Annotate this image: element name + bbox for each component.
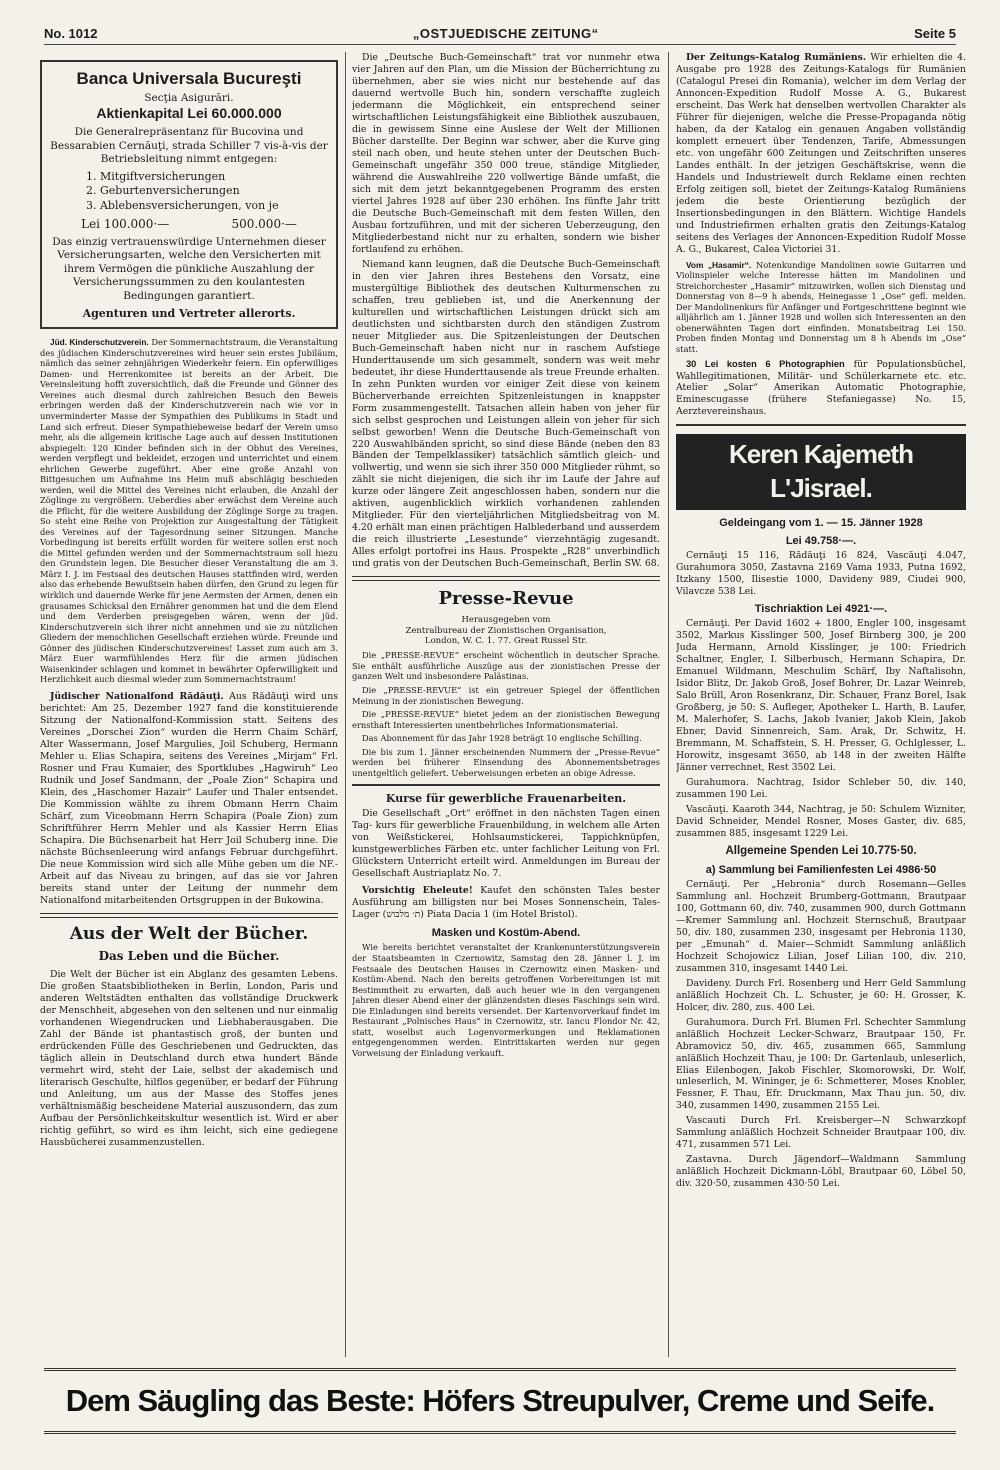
buecher-paragraph-1: Die Welt der Bücher ist ein Abglanz des gesamten Lebens. Die großen Staatsbibliotheken in Berlin, London, Paris und anderen Weltstädten enthalten das vollständige Druckwerk der Menschheit, abgesehen von den seltenen und nur einmalig vorhandenen Wiegendrucken und Liebhaberausgaben. Die Zahl der Bände ist phantastisch groß, der bunten und erdrückenden Fülle des Geschriebenen und Gedruckten, das täglich allein in Deutschland durch etwa hundert Bände vermehrt wird, steht der Laie, selbst der akademisch und literarisch Geschulte, hilflos gegenüber, er bedarf der Führung und Anleitung, um aus der Masse des Stoffes jenes verhältnismäßig bescheidene Material auszusondern, das zum Aufbau der Persönlichkeitskultur wesentlich ist. Wird er aber richtig geführt, so wird es ihm leicht, sich eine gediegene Hausbücherei zusammenzustellen. <box>40 968 338 1148</box>
bank-item: 1. Mitgiftversicherungen <box>86 170 226 184</box>
page-number: Seite 5 <box>914 25 956 41</box>
presse-paragraph-2: Die „PRESSE-REVUE“ ist ein getreuer Spiegel der öffentlichen Meinung in der zionistischen Bewegung. <box>352 685 660 706</box>
divider <box>352 576 660 581</box>
column-2 <box>352 52 660 1357</box>
kinderschutz-article <box>40 337 338 685</box>
bank-agents: Agenturen und Vertreter allerorts. <box>82 307 296 321</box>
keren-tisch-gurahumora: Gurahumora. Nachtrag, Isidor Schleber 50, div. 140, zusammen 190 Lei. <box>676 776 966 800</box>
vorsichtig-title: Vorsichtig Eheleute! <box>362 885 473 897</box>
buecher-heading: Aus der Welt der Bücher. <box>69 923 309 944</box>
keren-allg-cernauti: Cernăuţi. Per „Hebronia“ durch Rosemann—Gelles Sammlung anl. Hochzeit Brumberg-Gottmann, Brautpaar 100, Gottmann 60, div. 740, zusammen 900, durch Gottmann—Kremer Sammlung anl. Hochzeit Sternschuß, Brautpaar 50, div. 180, zusammen 230, insgesamt per Hebronia 1130, per „Emunah“ d. Maier—Schmidt Sammlung anläßlich Hochzeit Schojowicz Lilian, Josef Lilian 100, div. 210, zusammen 310, insgesamt 1440 Lei. <box>676 878 966 974</box>
nationalfond-article <box>40 691 338 907</box>
column-3 <box>676 52 966 1357</box>
presse-line-2: Zentralbureau der Zionistischen Organisation, <box>405 625 607 636</box>
kinderschutz-text: Der Sommernachtstraum, die Veranstaltung des jüdischen Kinderschutzvereines wird heuer sein erstes Jubiläum, nämlich das seiner zehnjährigen Wiederkehr feiern. Ein opferwilliges Damen- und Herrenkomitee ist bereits an der Arbeit. Die Vereinsleitung hofft zuversichtlich, daß die Freunde und Gönner des Vereines auch diesmal durch zahlreichen Besuch den Beweis erbringen werden daß der Kinderschutzverein nach wie vor in unverminderter Masse der Sympathien des Publikums in Stadt und Land sich erfreut. Dieser Sympathiebeweise bedarf der Verein umso mehr, als die allgemein kritische Lage auch auf dessen Institutionen abspiegelt: 120 Kinder befinden sich in der Obhut des Vereines, werden verpflegt und bekleidet, erzogen und unterrichtet und einem ehrlichen Gewerbe zugeführt. Aber eine große Anzahl von Bittgesuchen um Aufnahme ins Heim muß abschlägig beschieden werden, weil die Mittel des Vereines nicht erlauben, die Anzahl der Zöglinge zu vergrößern. Ueberdies aber erwächst dem Vereine auch die Pflicht, für die weitere Ausbildung der Zöglinge Sorge zu tragen. So steht eine Reihe von Projektion zur Ausgestaltung der Tätigkeit des Vereines auf der Tagesordnung seiner Sitzungen. Manche Vorbedingung ist bereits erfüllt worden für weitere sollen erst noch die Mittel gefunden werden und der Sommernachtstraum soll hiezu den Grundstein legen. Die Besucher dieser Veranstaltung die am 3. März I. J. im Festsaal des deutschen Hauses stattfinden wird, werden also das erhebende Bewußtsein haben dürfen, den Grund zu legen für wirklich und dauernde Werke für jene Aermsten der Armen, denen ein grausames Schicksal den Ernährer genommen hat und die dem Elend und dem Verderben preisgegeben wären, wenn der jüd. Kinderschutzverein sich ihrer nicht annehmen und sie zu nützlichen Gliedern der menschlichen Gesellschaft erziehen würde. Freunde und Gönner des jüdischen Kinderschutzvereines! Lasset zum auch am 3. März Euer warmfühlendes Herz für die armen jüdischen Waisenkinder schlagen und kommet in bewährter Opferwilligkeit und Herzlichkeit auch diesmal wieder zum Sommernachtstraum! <box>40 337 338 685</box>
masken-heading: Masken und Kostüm-Abend. <box>431 927 581 940</box>
presse-paragraph-5: Die bis zum 1. Jänner erscheinenden Nummern der „Presse-Revue“ werden bei früherer Einsendung des Abonnementsbetrages unentgeltlich geliefert. Ueberweisungen erbeten an obige Adresse. <box>352 746 660 778</box>
bank-item: 3. Ablebensversicherungen, von je <box>86 198 279 212</box>
keren-tisch-vascauti: Vascăuţi. Kaaroth 344, Nachtrag, je 50: Schulem Wizniter, David Schneider, Mendel Rosner, Moses Gaster, div. 685, zusammen 885, insgesamt 1229 Lei. <box>676 803 966 839</box>
divider <box>40 913 338 918</box>
issue-number: No. 1012 <box>44 25 98 41</box>
photos-article <box>676 359 966 419</box>
bank-lei-to: 500.000·— <box>231 216 297 231</box>
keren-tisch-title: Tischriaktion Lei 4921·—. <box>754 602 888 615</box>
keren-tisch-cernauti: Cernăuţi. Per David 1602 + 1800, Engler 100, insgesamt 3502, Markus Kisslinger 500, Josef Birnberg 300, je 200 Juda Hermann, Arnold Kisslinger, je 100: Friedrich Schaltner, Engler, I. Silberbusch, Hermann Schapira, Dr. Emanuel Wildmann, Meschulim Schärf, Iby Naftalisohn, Isidor Blitz, Dr. Jakob Groß, Josef Bohrer, Dr. Lazar Weinreb, Salo Brüll, Aron Rosenkranz, Dir. Schauer, Franz Borel, Isak Großberg, je 50: S. Aufleger, Apotheker L. Harth, B. Laufer, M. Malerhofer, S. Lachs, Jakob Ivanier, Jakob Klein, Jakob Ebner, David Sinnenreich, Sam. Arak, Dr. Schwitz, H. Bremmann, M. Schaffstein, S. H. Presser, G. Ochlglesser, L. Horowitz, insgesamt 3650, ab 148 in der zweiten Hälfte Jänner verrechnet, Rest 3502 Lei. <box>676 618 966 773</box>
kurse-heading: Kurse für gewerbliche Frauenarbeiten. <box>385 792 627 806</box>
presse-paragraph-1: Die „PRESSE-REVUE“ erscheint wöchentlich in deutscher Sprache. Sie enthält ausführliche Auszüge aus der zionistischen Presse der ganzen Welt und insbesondere Palästinas. <box>352 650 660 682</box>
bank-body: Das einzig vertrauenswürdige Unternehmen dieser Versicherungsarten, welche den Versicherten mit ihrem Vermögen die pünkliche Auszahlung der Versicherungssummen zu den koulantesten Bedingungen garantiert. <box>52 236 326 302</box>
bank-lei-from: Lei 100.000·— <box>81 216 170 231</box>
bottom-advertisement: Dem Säugling das Beste: Höfers Streupulver, Creme und Seife. <box>44 1368 956 1434</box>
column-rule-1 <box>345 52 346 1357</box>
column-1 <box>40 52 338 1357</box>
divider <box>676 424 966 426</box>
keren-allg-zastavna: Zastavna. Durch Jägendorf—Waldmann Sammlung anläßlich Hochzeit Dickmann-Löbl, Brautpaar 60, Löbel 50, div. 320·50, zusammen 430·50 Lei. <box>676 1154 966 1190</box>
bank-range <box>50 217 328 232</box>
keren-summary: Cernăuţi 15 116, Rădăuţi 16 824, Vascăuţi 4.047, Gurahumora 3050, Zastavna 2169 Vama 1933, Putna 1692, Itzkany 1500, Ilisestie 1000, Davideny 989, Ciudei 900, Vilavcze 538 Lei. <box>676 549 966 597</box>
keren-banner: Keren Kajemeth L'Jisrael. <box>676 434 966 509</box>
bank-name: Banca Universala Bucureşti <box>76 69 302 88</box>
divider <box>352 784 660 786</box>
vorsichtig-article <box>352 885 660 921</box>
bank-section: Secţia Asigurări. <box>144 91 234 104</box>
vorsichtig-text: Kaufet den schönsten Tales bester Ausführung am billigsten nur bei Moses Sonnenschein, Tales-Lager (ת׳ מלבוש) Piata Dacia 1 (im Hotel Bristol). <box>352 885 660 921</box>
photos-text: für Populationsbüchel, Wahllegitimationen, Militär- und Schülerkarnete etc. etc. Atelier „Solar“ Amerikan Automatic Photographie, Eminescugasse (frühere Stefaniegasse) No. 15, Aerztevereinshaus. <box>676 358 966 418</box>
keren-allg-title: Allgemeine Spenden Lei 10.775·50. <box>725 844 917 857</box>
nationalfond-text: Aus Rădăuţi wird uns berichtet: Am 25. Dezember 1927 fand die konstituierende Sitzung der Nationalfond-Kommission statt. Seitens des Vereines „Dorschei Zion“ wurden die Herrn Chaim Schärf, Alter Wassermann, Josef Margulies, Joil Schuberg, Hermann Mehler u. Elias Schapira, seitens des Vereines „Mirjam“ Frl. Rosner und Frau Kumaier, des Sportklubes „Hagwiruh“ Leo Rudnik und Josef Sandmann, der „Poale Zion“ Schapira und Klein, des „Haschomer Hazair“ Laufer und Thaler entsendet. Die Kommission wählte zu ihrem Obmann Herrn Chaim Schärf, zum Viceobmann Herrn Schapira (Poale Zion) zum Schriftführer Herrn Mehler und als Kassier Herrn Elias Schapira. Die Büchsenarbeit hat Herr Joil Schuberg inne. Die nächste Büchsenleerung wird anfangs Februar durchgeführt. Die neue Kommission wird sich alle Mühe geben um die NF.-Arbeit auf das Niveau zu bringen, auf das sie vor Jahren bereits stand unter der Leitung der nunmehr dem Nationalfond mitarbeitenden Ortsgruppen in der Bukowina. <box>40 690 338 906</box>
hasamir-article <box>676 260 966 355</box>
presse-line-1: Herausgegeben vom <box>461 614 551 625</box>
buecher-subheading: Das Leben und die Bücher. <box>98 949 280 964</box>
hasamir-text: Notenkundige Mandolinen sowie Guitarren und Violinspieler welche Interesse hätten im Mandolinen und Streichorchester „Hasamir“ mitzuwirken, wollen sich Dienstag und Donnerstag von 8—9 h abends, Heinegasse 1 „Ose“ gefl. melden. Der Mandolinenkurs für Anfänger und Fortgeschrittene beginnt wie alljährlich am 1. Jänner 1928 und wollen sich Interessenten an den obenerwähnten Tagen dort einfinden. Monatsbeitrag Lei 150. Proben finden Montag und Donnerstag um 8 h Abends im „Ose“ statt. <box>676 259 966 354</box>
newspaper-title: „OSTJUEDISCHE ZEITUNG“ <box>412 25 599 41</box>
kinderschutz-title: Jüd. Kinderschutzverein. <box>50 337 149 348</box>
keren-eingang-title: Geldeingang vom 1. — 15. Jänner 1928 <box>719 516 923 529</box>
bank-capital: Aktienkapital Lei 60.000.000 <box>96 105 282 122</box>
katalog-text: Wir erhielten die 4. Ausgabe pro 1928 des Zeitungs-Katalogs für Rumänien (Catalogul Presei din Romania), welcher im dem Verlag der Annoncen-Expedition Rudolf Mosse A. G., Bukarest erscheint. Das Werk hat denselben wertvollen Charakter als Führer für diejenigen, welche die Presse-Propaganda nötig haben, da der Katalog ein genauen Angaben vollständig komplett erneuert über Tendenzen, Tarife, Abmessungen etc. von ungefähr 600 Zeitungen und Zeitschriften unseres Landes enthält. In der jetzigen Geschäftskrise, wenn die Handels und Industriewelt durch Reklame einen rechten Erfolg zeitigen soll, bietet der Zeitungs-Katalog Rumäniens jedem die beste Orientierung bezüglich der Insertionsbedingungen in den Blättern. Wichtige Handels und Industriefirmen erhalten gratis den Zeitungs-Katalog seitens des Verlages der Annoncen-Expedition Rudolf Mosse A. G., Bukarest, Calea Victoriei 31. <box>676 52 966 255</box>
keren-allg-vascauti: Vascauti Durch Frl. Kreisberger—N Schwarzkopf Sammlung anläßlich Hochzeit Schneider Brautpaar 100, div. 471, zusammen 571 Lei. <box>676 1115 966 1151</box>
keren-allg-gurahumora: Gurahumora. Durch Frl. Blumen Frl. Schechter Sammlung anläßlich Hochzeit Lecker-Schwarz, Brautpaar 150, Fr. Abramovicz 50, div. 465, zusammen 665, Sammlung anläßlich Hochzeit Thau, je 100: Dr. Gartenlaub, unleserlich, Elias Eilenbogen, Jakob Fischler, Skomorowski, Dr. Wolf, unleserlich, M. Wininger, je 6: Schmetterer, Moses Knobler, Fessner, F. Thau, Efr. Druckmann, Max Thau jun. 50, div. 340, zusammen 1490, zusammen 2155 Lei. <box>676 1016 966 1112</box>
masthead <box>44 22 956 45</box>
bank-item: 2. Geburtenversicherungen <box>86 184 240 198</box>
katalog-article <box>676 52 966 256</box>
column-rule-2 <box>668 52 669 1357</box>
keren-allg-davideny: Davideny. Durch Frl. Rosenberg und Herr Geld Sammlung anläßlich Hochzeit Ch. L. Schuster, je 60: H. Grosser, K. Holcer, div. 280, zus. 400 Lei. <box>676 977 966 1013</box>
presse-heading: Presse-Revue <box>438 588 574 610</box>
kurse-text: Die Gesellschaft „Ort“ eröffnet in den nächsten Tagen einen Tag- kurs für gewerbliche Frauenbildung, in welchem alle Arten von Weißstickerei, Hohlsaumstickerei, Tappichknüpfen, kunstgewerbliches Färben etc. unter fachlicher Leitung von Frl. Glückstern Unterricht erteilt wird. Anmeldungen im Bureau der Gesellschaft Austriaplatz No. 7. <box>352 808 660 880</box>
masken-text: Wie bereits berichtet veranstaltet der Krankenunterstützungsverein der Staatsbeamten in Czernowitz, Samstag den 28. Jänner l. J. im Festsaale des Deutschen Hauses in Czernowitz einen Masken- und Kostüm-Abend. Nach den bereits getroffenen Vorbereitungen ist mit Bestimmtheit zu erwarten, daß auch heuer wie in den vergangenen Jahren dieser Abend einer der glänzendsten dieses Faschings sein wird. Die Einladungen sind bereits versendet. Der Kartenvorverkauf findet im Restaurant „Polnisches Haus“ in Czernowitz, str. Iancu Flondor Nr. 42, statt, woselbst auch Logenvormerkungen und Reklamationen entgegengenommen werden. Eintrittskarten werden nur gegen Vorweisung der Einladung verkauft. <box>352 942 660 1058</box>
bank-items <box>86 170 328 212</box>
presse-line-3: London, W. C. 1. 77. Great Russel Str. <box>424 636 588 647</box>
keren-allg-subtitle: a) Sammlung bei Familienfesten Lei 4986·50 <box>705 863 937 876</box>
hasamir-title: Vom „Hasamir“. <box>686 259 752 270</box>
presse-paragraph-3: Die „PRESSE-REVUE“ bietet jedem an der zionistischen Bewegung ernsthaft Interessierten unentbehrliches Informationsmaterial. <box>352 709 660 730</box>
bank-advertisement <box>40 60 338 329</box>
photos-title: 30 Lei kosten 6 Photographien <box>686 358 845 369</box>
buecher-paragraph-2: Die „Deutsche Buch-Gemeinschaft“ trat vor nunmehr etwa vier Jahren auf den Plan, um die Mission der Bücherrichtung zu übernehmen, aber sie wies nicht nur bestehende auf das dauernd wertvolle Buch hin, sondern verschaffte zugleich jedermann die Möglichkeit, ein entsprechend seiner wirtschaftlichen Leistungsfähigkeit eine Bibliothek auszubauen, die in gewissem Sinne eine Auslese der Welt der Millionen Bücher darstellte. Der Beginn war schwer, aber die Kurve ging steil nach oben, und heute stehen unter der Deutschen Buch-Gemeinschaft ungefähr 350 000 treue, ständige Mitglieder, während die Auswahlreihe 220 vollwertige Bände umfaßt, die sich mit dem jetzt bekanntgegebenen Programm des ersten viertel Jahres 1928 auf über 230 erhöhen. Ins fünfte Jahr tritt die Deutsche Buch-Gemeinschaft mit dem festen Willen, den Ausbau fortzuführen, und mit der sicheren Ueberzeugung, den Mitgliederbestand nicht nur zu erhalten, sondern wie bisher fortlaufend zu erhöhen. <box>352 52 660 255</box>
keren-eingang-sum: Lei 49.758·—. <box>785 534 857 547</box>
presse-paragraph-4: Das Abonnement für das Jahr 1928 beträgt 10 englische Schilling. <box>362 733 642 744</box>
buecher-paragraph-3: Niemand kann leugnen, daß die Deutsche Buch-Gemeinschaft in den vier Jahren ihres Bestehens den Vorsatz, eine mustergültige Bibliothek des deutschen Kulturmenschen zu schaffen, treu geblieben ist, und die Anerkennung der kulturellen und wirtschaftlichen Leistungen drückt sich am deutlichsten und sichtbarsten durch den ständigen Zustrom neuer Mitglieder aus. Die Spitzenleistungen der Deutschen Buch-Gemeinschaft haben nicht nur in raschem Aufstiege Hunderttausende um sich gesammelt, sondern was weit mehr bedeutet, ihr diese Hunderttausende als treue Freunde erhalten. In zehn Punkten wurden vor einiger Zeit diese von keinem Bücherverbande erreichten Spitzenleistungen in knappster Form zusammengestellt. Tatsachen allein haben von jeher für sich selbst gesprochen und Leistungen allein von jeher für sich selbst geworben! Wenn die Deutsche Buch-Gemeinschaft von 220 Auswahlbänden spricht, so sind diese Bände (neben den 83 Bänden der Tempelklassiker) tatsächlich sämtlich gleich- und vollwertig, und wenn sie sich ihrer 350 000 Mitglieder rühmt, so zählt sie nicht diejenigen, die sich ihr im Laufe der Jahre auf kurze oder längere Zeit angeschlossen haben, sondern nur die aktiven, augenblicklich wirklich vorhandenen zahlenden Mitglieder. Für den vierteljährlichen Mitgliedsbeitrag von M. 4.20 erhält man einen prächtigen Halblederband und ausserdem die reich illustrierte „Lesestunde“ vierzehntägig zugesandt. Alles erfolgt portofrei ins Haus. Prospekte „R28“ unverbindlich und gratis von der Deutschen Buch-Gemeinschaft, Berlin SW. 68. <box>352 258 660 570</box>
katalog-title: Der Zeitungs-Katalog Rumäniens. <box>686 52 867 63</box>
nationalfond-title: Jüdischer Nationalfond Rădăuţi. <box>50 690 224 702</box>
bank-intro: Die Generalrepräsentanz für Bucovina und Bessarabien Cernăuţi, strada Schiller 7 vis-à-vis der Betriebsleitung nimmt entgegen: <box>50 126 328 165</box>
